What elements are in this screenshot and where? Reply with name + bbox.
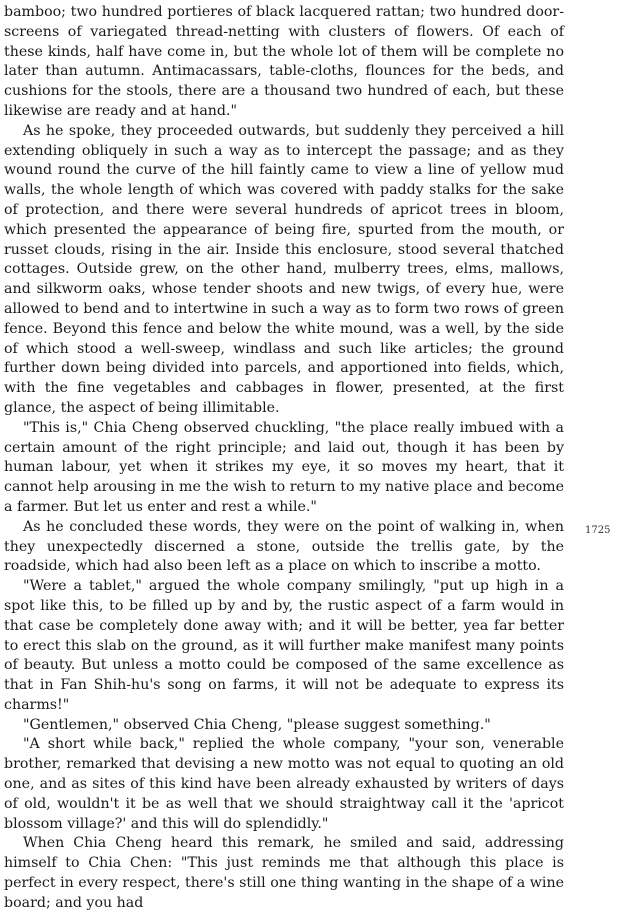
paragraph: As he concluded these words, they were on the point of walking in, when they unexpectedly discerned a stone, outside the trellis gate, by the roadside, which had also been left as a place on which to inscribe a motto.	[4, 518, 564, 575]
paragraph: As he spoke, they proceeded outwards, but suddenly they perceived a hill extending obliquely in such a way as to intercept the passage; and as they wound round the curve of the hill faintly came to view a line of yellow mud walls, the whole length of which was covered with paddy stalks for the sake of protection, and there were several hundreds of apricot trees in bloom, which presented the appearance of being fire, spurted from the mouth, or russet clouds, rising in the air. Inside this enclosure, stood several thatched cottages. Outside grew, on the other hand, mulberry trees, elms, mallows, and silkworm oaks, whose tender shoots and new twigs, of every hue, were allowed to bend and to intertwine in such a way as to form two rows of green fence. Beyond this fence and below the white mound, was a well, by the side of which stood a well-sweep, windlass and such like articles; the ground further down being divided into parcels, and apportioned into fields, which, with the fine vegetables and cabbages in flower, presented, at the first glance, the aspect of being illimitable.	[4, 122, 564, 416]
paragraph: "A short while back," replied the whole company, "your son, venerable brother, remarked that devising a new motto was not equal to quoting an old one, and as sites of this kind have been already exhausted by writers of days of old, wouldn't it be as well that we should straightway call it the 'apricot blossom village?' and this will do splendidly."	[4, 736, 564, 832]
paragraph: "Were a tablet," argued the whole company smilingly, "put up high in a spot like this, to be filled up by and by, the rustic aspect of a farm would in that case be completely done away with; and it will be better, yea far better to erect this slab on the ground, as it will further make manifest many points of beauty. But unless a motto could be composed of the same excellence as that in Fan Shih-hu's song on farms, it will not be adequate to express its charms!"	[4, 578, 564, 713]
page-number: 1725	[585, 525, 611, 536]
paragraph-continued: bamboo; two hundred portieres of black lacquered rattan; two hundred door-screens of variegated thread-netting with clusters of flowers. Of each of these kinds, half have come in, but the whole lot of them will be complete no later than autumn. Antimacassars, table-cloths, flounces for the beds, and cushions for the stools, there are a thousand two hundred of each, but these likewise are ready and at hand."	[4, 4, 564, 119]
body-text	[4, 3, 564, 914]
paragraph: "This is," Chia Cheng observed chuckling, "the place really imbued with a certain amount of the right principle; and laid out, though it has been by human labour, yet when it strikes my eye, it so moves my heart, that it cannot help arousing in me the wish to return to my native place and become a farmer. But let us enter and rest a while."	[4, 419, 564, 515]
paragraph: "Gentlemen," observed Chia Cheng, "please suggest something."	[23, 716, 491, 733]
paragraph: When Chia Cheng heard this remark, he smiled and said, addressing himself to Chia Chen: "This just reminds me that although this place is perfect in every respect, there's still one thing wanting in the shape of a wine board; and you had	[4, 835, 564, 911]
